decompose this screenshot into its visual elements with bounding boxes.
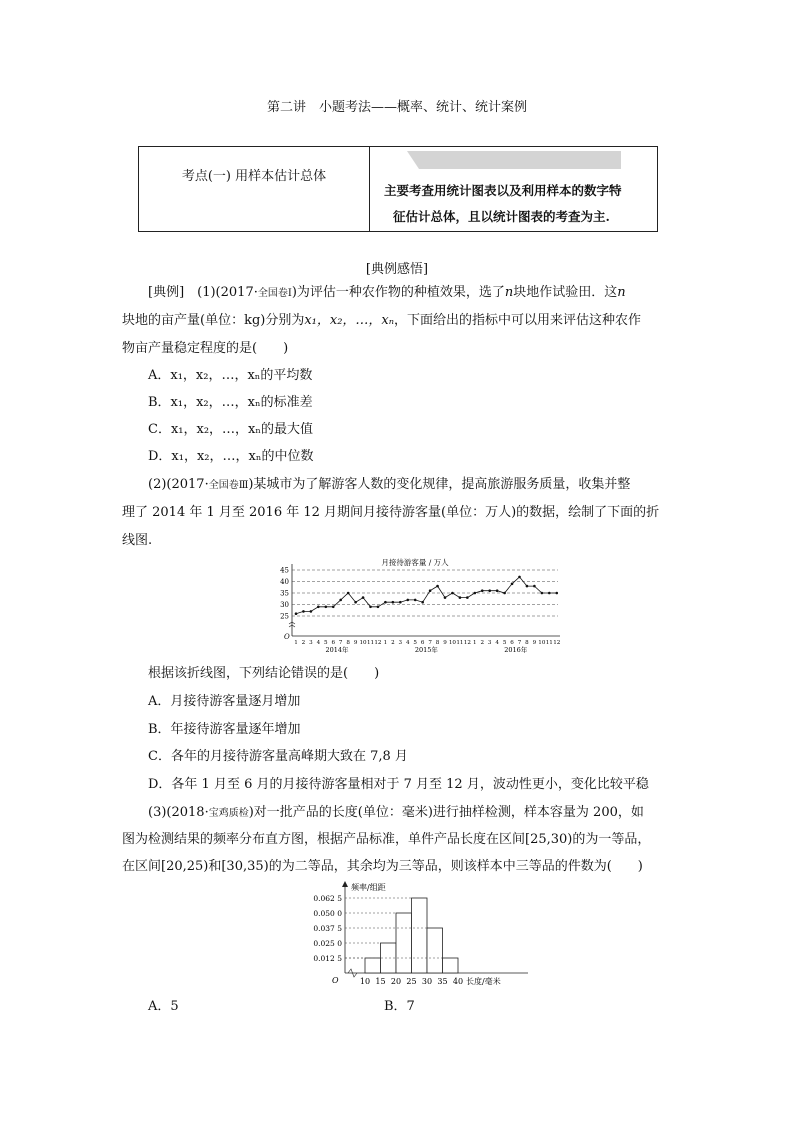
histogram-bar	[443, 958, 459, 973]
q3-line1	[148, 799, 644, 827]
data-point	[488, 589, 491, 592]
y-tick-label: 0.037 5	[313, 924, 342, 933]
histogram-bar	[365, 958, 381, 973]
q1-line2-a: 块地的亩产量(单位：kg)分别为	[122, 313, 305, 328]
y-tick-label: 0.012 5	[313, 954, 342, 963]
q3-line3: 在区间[20,25)和[30,35)的为二等品，其余均为三等品，则该样本中三等品的件数为( )	[122, 859, 643, 874]
x-tick-label: 10	[448, 640, 457, 646]
x-tick-label: 12	[374, 640, 382, 646]
q2-option-a: A．月接待游客量逐月增加	[148, 694, 301, 709]
x-tick-label: 4	[405, 640, 410, 646]
x-tick-label: 8	[435, 640, 440, 646]
x-tick-label: 30	[421, 977, 433, 986]
x-tick-label: 11	[545, 640, 553, 646]
q1-option-b: B．x₁，x₂，…，xₙ的标准差	[148, 395, 313, 410]
banner-decoration	[407, 151, 621, 169]
data-point	[310, 610, 313, 613]
data-point	[466, 596, 469, 599]
topic-label: 考点(一) 用样本估计总体	[181, 169, 327, 184]
x-tick-label: 7	[428, 640, 432, 646]
y-axis-title: 频率/组距	[351, 883, 386, 892]
data-point	[518, 576, 521, 579]
data-point	[474, 592, 477, 595]
section-heading: [典例感悟]	[365, 262, 429, 277]
year-label: 2016年	[504, 646, 528, 654]
q1-line2-b: ，下面给出的指标中可以用来评估这种农作	[394, 313, 642, 328]
q1-option-d: D．x₁，x₂，…，xₙ的中位数	[148, 449, 314, 464]
q1-text-b: )为评估一种农作物的种植效果，选了	[291, 285, 505, 300]
data-point	[436, 585, 439, 588]
year-label: 2014年	[325, 646, 349, 654]
q1-var-list: x₁，x₂，…，xₙ	[304, 313, 395, 328]
origin-label: O	[284, 633, 290, 641]
q2-text-a: (2)(2017·	[148, 477, 209, 492]
x-tick-label: 2	[301, 640, 306, 646]
x-tick-label: 10	[538, 640, 546, 646]
topic-divider	[369, 147, 370, 231]
data-point	[325, 606, 328, 609]
x-tick-label: 3	[398, 640, 403, 646]
q1-var-n: n	[504, 285, 514, 300]
data-point	[481, 589, 484, 592]
data-point	[406, 599, 409, 602]
data-point	[555, 592, 558, 595]
data-point	[496, 589, 499, 592]
x-tick-label: 6	[510, 640, 514, 646]
y-tick-label: 40	[280, 578, 289, 586]
line-chart	[270, 556, 560, 656]
q2-question: 根据该折线图，下列结论错误的是( )	[148, 666, 380, 681]
data-point	[533, 585, 536, 588]
x-tick-label: 35	[437, 977, 448, 986]
q1-option-c: C．x₁，x₂，…，xₙ的最大值	[148, 422, 313, 437]
data-point	[392, 601, 395, 604]
q3-option-b: B．7	[384, 999, 415, 1014]
q1-source: 全国卷Ⅰ	[257, 288, 292, 299]
year-label: 2015年	[414, 646, 438, 654]
q2-source: 全国卷Ⅲ	[208, 480, 249, 491]
topic-description-line1: 主要考查用统计图表以及利用样本的数字特	[384, 183, 622, 198]
q3-option-a: A．5	[148, 999, 179, 1014]
q2-option-c: C．各年的月接待游客量高峰期大致在 7,8 月	[148, 749, 408, 764]
x-tick-label: 15	[375, 977, 386, 986]
x-tick-label: 9	[353, 640, 358, 646]
q3-source: 宝鸡质检	[208, 808, 249, 819]
data-point	[444, 596, 447, 599]
x-tick-label: 10	[359, 640, 367, 646]
topic-description-line2: 征估计总体，且以统计图表的考查为主.	[393, 209, 610, 224]
x-tick-label: 12	[553, 640, 560, 646]
q3-text-b: )对一批产品的长度(单位：毫米)进行抽样检测，样本容量为 200，如	[248, 805, 644, 820]
data-point	[384, 601, 387, 604]
y-tick-label: 0.025 0	[313, 939, 342, 948]
x-tick-label: 10	[359, 977, 371, 986]
x-tick-label: 9	[443, 640, 447, 646]
data-point	[414, 599, 417, 602]
x-tick-label: 25	[406, 977, 417, 986]
series-line	[296, 577, 557, 614]
data-point	[339, 599, 342, 602]
x-tick-label: 6	[331, 640, 336, 646]
x-axis-title: 长度/毫米	[466, 977, 501, 986]
data-point	[295, 612, 298, 615]
y-axis-arrow	[342, 881, 348, 887]
data-point	[421, 601, 424, 604]
y-tick-label: 45	[280, 566, 289, 575]
data-point	[511, 583, 514, 586]
x-tick-label: 5	[413, 640, 417, 646]
histogram-bar	[396, 913, 412, 973]
q3-line2: 图为检测结果的频率分布直方图，根据产品标准，单件产品长度在区间[25,30)的为一等品，	[122, 832, 651, 847]
q2-line1	[148, 471, 630, 499]
q1-text-c: 块地作试验田．这	[513, 285, 618, 300]
q2-text-b: )某城市为了解游客人数的变化规律，提高旅游服务质量，收集并整	[248, 477, 631, 492]
x-tick-label: 3	[309, 640, 313, 646]
data-point	[354, 601, 357, 604]
x-tick-label: 4	[316, 640, 321, 646]
histogram-bar	[412, 898, 428, 973]
x-tick-label: 12	[463, 640, 471, 646]
data-point	[503, 592, 506, 595]
data-point	[302, 610, 305, 613]
x-tick-label: 7	[517, 640, 522, 646]
q3-text-a: (3)(2018·	[148, 805, 209, 820]
data-point	[347, 592, 350, 595]
x-tick-label: 1	[473, 640, 477, 646]
topic-box	[138, 146, 658, 232]
x-tick-label: 8	[525, 640, 529, 646]
origin-label: O	[332, 976, 339, 985]
data-point	[459, 596, 462, 599]
x-tick-label: 6	[420, 640, 425, 646]
x-tick-label: 3	[487, 640, 492, 646]
q1-option-a: A．x₁，x₂，…，xₙ的平均数	[148, 368, 313, 383]
data-point	[451, 592, 454, 595]
q1-line1	[148, 279, 626, 307]
x-tick-label: 40	[452, 977, 464, 986]
q2-line2: 理了 2014 年 1 月至 2016 年 12 月期间月接待游客量(单位：万人)的数据，绘制了下面的折	[122, 505, 660, 520]
x-tick-label: 11	[456, 640, 464, 646]
q1-text-a: [典例] (1)(2017·	[148, 285, 258, 300]
x-tick-label: 11	[366, 640, 375, 646]
q1-var-n-2: n	[617, 285, 626, 300]
q2-line3: 线图.	[122, 533, 153, 548]
data-point	[362, 596, 365, 599]
x-tick-label: 2	[391, 640, 395, 646]
data-point	[526, 585, 529, 588]
x-tick-label: 7	[338, 640, 343, 646]
y-tick-label: 25	[280, 612, 289, 621]
histogram-bar	[427, 928, 443, 973]
x-tick-label: 2	[480, 640, 485, 646]
line-chart-title: 月接待游客量 / 万人	[381, 558, 449, 567]
q2-option-b: B．年接待游客量逐年增加	[148, 722, 301, 737]
x-tick-label: 8	[346, 640, 350, 646]
q2-option-d: D．各年 1 月至 6 月的月接待游客量相对于 7 月至 12 月，波动性更小，变化比较平稳	[148, 777, 649, 792]
data-point	[377, 606, 380, 609]
q1-line3: 物亩产量稳定程度的是( )	[122, 341, 289, 356]
x-tick-label: 1	[383, 640, 388, 646]
data-point	[317, 606, 320, 609]
page-title: 第二讲 小题考法——概率、统计、统计案例	[266, 100, 527, 115]
y-tick-label: 0.050 0	[313, 909, 342, 918]
q1-line2	[122, 307, 641, 334]
x-tick-label: 4	[495, 640, 499, 646]
data-point	[399, 601, 402, 604]
y-tick-label: 0.062 5	[313, 894, 342, 903]
data-point	[541, 592, 544, 595]
histogram-chart	[290, 880, 530, 990]
data-point	[548, 592, 551, 595]
x-tick-label: 9	[532, 640, 537, 646]
data-point	[332, 606, 335, 609]
x-tick-label: 5	[324, 640, 328, 646]
data-point	[429, 589, 432, 592]
x-tick-label: 20	[390, 977, 402, 986]
x-tick-label: 1	[294, 640, 298, 646]
y-tick-label: 35	[280, 589, 289, 598]
data-point	[369, 606, 372, 609]
x-tick-label: 5	[502, 640, 507, 646]
y-tick-label: 30	[280, 601, 289, 609]
